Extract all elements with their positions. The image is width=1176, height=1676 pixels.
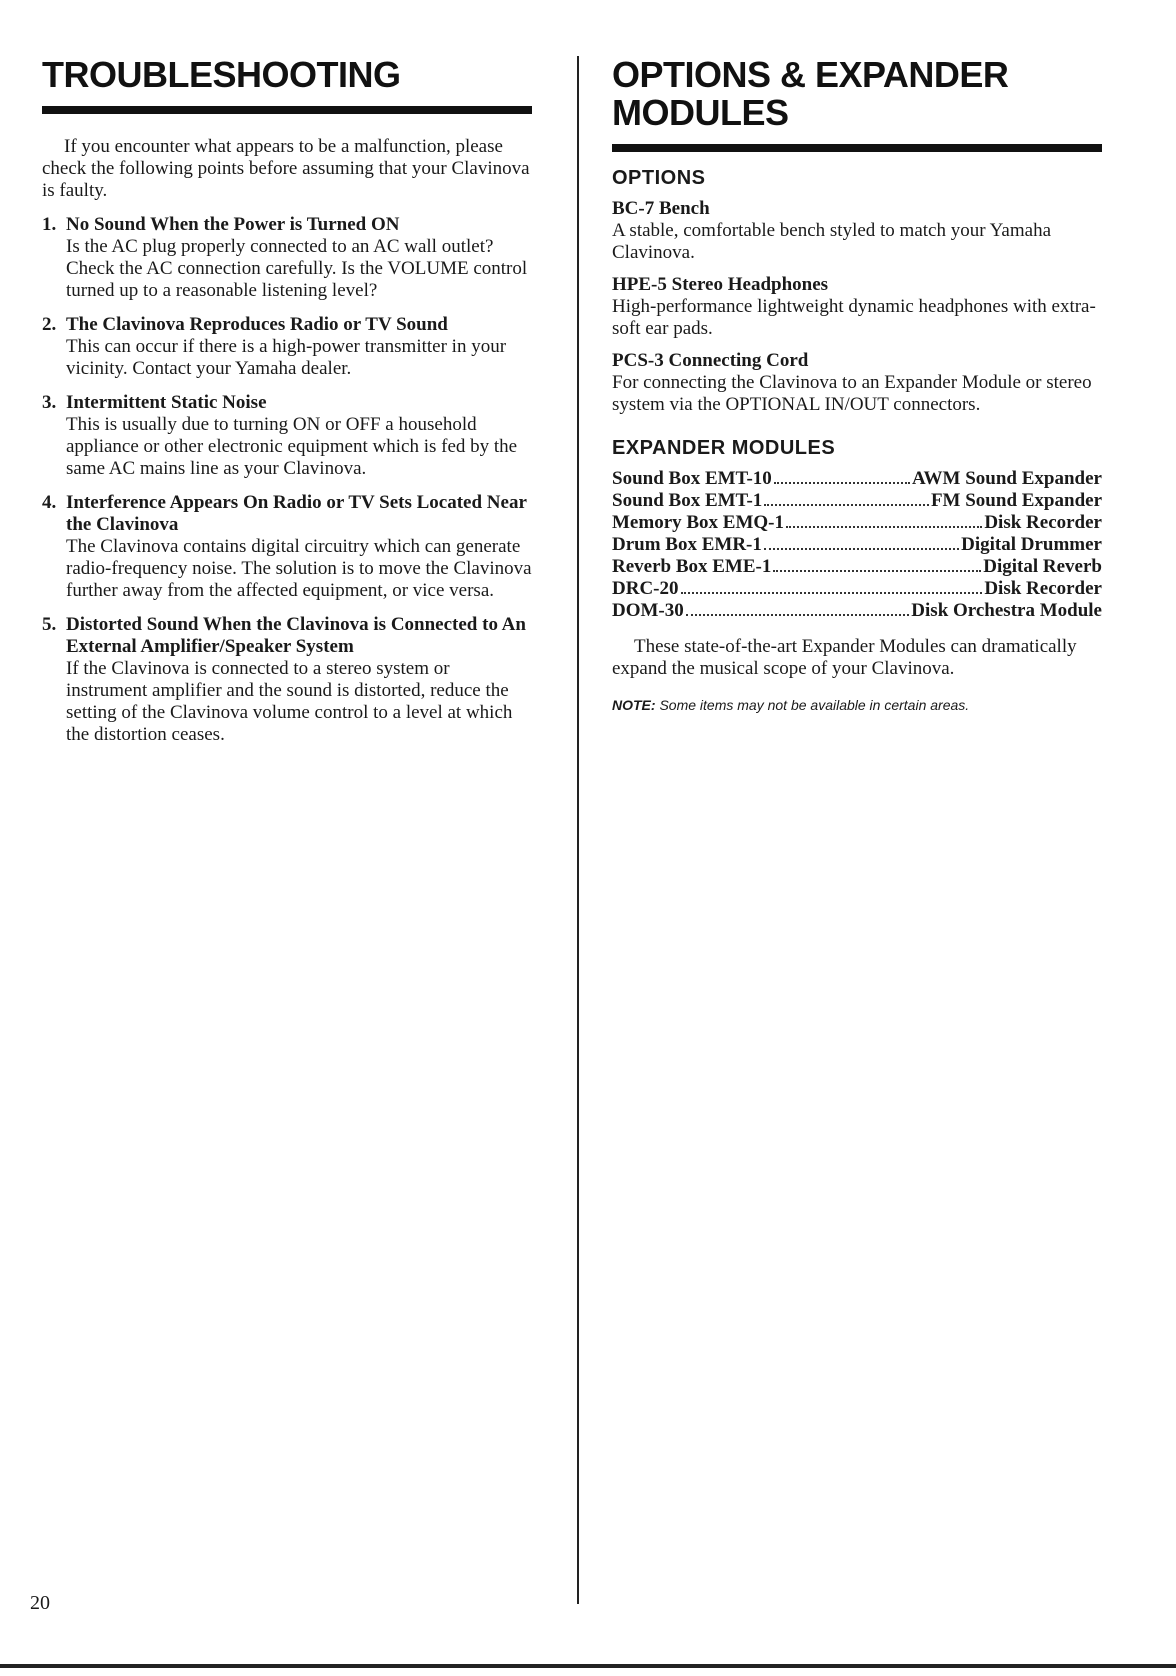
- options-subheading: OPTIONS: [612, 167, 706, 189]
- module-row: [612, 534, 1102, 556]
- module-name: Sound Box EMT-10: [612, 468, 772, 489]
- option-entry: [612, 198, 1102, 264]
- module-name: DOM-30: [612, 600, 684, 621]
- dot-leader: [764, 548, 959, 550]
- troubleshooting-item: [42, 314, 532, 380]
- item-text: This is usually due to turning ON or OFF a household appliance or other electronic equipment which is fed by the same AC mains line as your Clavinova.: [66, 414, 518, 479]
- heading-rule: [612, 144, 1102, 152]
- dot-leader: [764, 504, 929, 506]
- module-name: DRC-20: [612, 578, 679, 599]
- heading-rule: [42, 106, 532, 114]
- troubleshooting-item: [42, 392, 532, 480]
- module-description: AWM Sound Expander: [911, 468, 1102, 489]
- troubleshooting-item: [42, 492, 532, 602]
- option-text: High-performance lightweight dynamic headphones with extra-soft ear pads.: [612, 296, 1096, 339]
- item-text: The Clavinova contains digital circuitry which can generate radio-frequency noise. The solution is to move the Clavinova further away from the affected equipment, or vice versa.: [66, 536, 532, 601]
- options-column: [612, 56, 1102, 714]
- item-number: 1.: [42, 214, 57, 235]
- item-number: 4.: [42, 492, 57, 513]
- heading-line-2: MODULES: [612, 92, 789, 133]
- module-row: [612, 600, 1102, 622]
- module-description: Digital Drummer: [961, 534, 1102, 555]
- module-name: Drum Box EMR-1: [612, 534, 762, 555]
- option-text: For connecting the Clavinova to an Expander Module or stereo system via the OPTIONAL IN/OUT connectors.: [612, 372, 1092, 415]
- page-number: 20: [30, 1592, 50, 1614]
- column-divider: [577, 56, 579, 1604]
- troubleshooting-column: [42, 56, 532, 758]
- heading-line-1: OPTIONS & EXPANDER: [612, 54, 1009, 95]
- item-text: Is the AC plug properly connected to an AC wall outlet? Check the AC connection carefully. Is the VOLUME control turned up to a reasonable listening level?: [66, 236, 528, 301]
- module-row: [612, 512, 1102, 534]
- module-row: [612, 556, 1102, 578]
- page-bottom-rule: [0, 1664, 1176, 1668]
- module-name: Memory Box EMQ-1: [612, 512, 785, 533]
- expander-description: These state-of-the-art Expander Modules can dramatically expand the musical scope of your Clavinova.: [612, 636, 1077, 679]
- dot-leader: [686, 614, 910, 616]
- module-row: [612, 490, 1102, 512]
- module-name: Reverb Box EME-1: [612, 556, 772, 577]
- note-label: NOTE:: [612, 697, 656, 713]
- item-number: 2.: [42, 314, 57, 335]
- troubleshooting-item: [42, 214, 532, 302]
- module-description: Disk Recorder: [984, 578, 1102, 599]
- troubleshooting-item: [42, 614, 532, 746]
- item-title: Distorted Sound When the Clavinova is Connected to An External Amplifier/Speaker System: [66, 614, 526, 657]
- item-title: Interference Appears On Radio or TV Sets Located Near the Clavinova: [66, 492, 527, 535]
- note-text: Some items may not be available in certain areas.: [659, 697, 970, 713]
- item-number: 5.: [42, 614, 57, 635]
- troubleshooting-heading: TROUBLESHOOTING: [42, 54, 401, 95]
- option-entry: [612, 274, 1102, 340]
- module-row: [612, 578, 1102, 600]
- option-text: A stable, comfortable bench styled to match your Yamaha Clavinova.: [612, 220, 1052, 263]
- dot-leader: [786, 526, 982, 528]
- troubleshooting-intro: If you encounter what appears to be a malfunction, please check the following points before assuming that your Clavinova is faulty.: [42, 136, 530, 201]
- dot-leader: [681, 592, 983, 594]
- availability-note: [612, 696, 1102, 714]
- expander-modules-subheading: EXPANDER MODULES: [612, 437, 836, 459]
- option-entry: [612, 350, 1102, 416]
- module-description: Disk Orchestra Module: [911, 600, 1102, 621]
- item-title: No Sound When the Power is Turned ON: [66, 214, 400, 235]
- module-description: FM Sound Expander: [930, 490, 1102, 511]
- module-description: Digital Reverb: [983, 556, 1102, 577]
- module-name: Sound Box EMT-1: [612, 490, 763, 511]
- troubleshooting-list: [42, 214, 532, 746]
- module-description: Disk Recorder: [984, 512, 1102, 533]
- item-text: This can occur if there is a high-power transmitter in your vicinity. Contact your Yamaha dealer.: [66, 336, 507, 379]
- expander-module-list: [612, 468, 1102, 622]
- option-title: PCS-3 Connecting Cord: [612, 350, 809, 371]
- module-row: [612, 468, 1102, 490]
- item-title: The Clavinova Reproduces Radio or TV Sound: [66, 314, 448, 335]
- dot-leader: [773, 570, 981, 572]
- option-title: HPE-5 Stereo Headphones: [612, 274, 829, 295]
- item-title: Intermittent Static Noise: [66, 392, 267, 413]
- item-number: 3.: [42, 392, 57, 413]
- options-expander-heading: [612, 56, 1102, 132]
- option-title: BC-7 Bench: [612, 198, 710, 219]
- dot-leader: [774, 482, 910, 484]
- item-text: If the Clavinova is connected to a stereo system or instrument amplifier and the sound is distorted, reduce the setting of the Clavinova volume control to a level at which the distortion ceases.: [66, 658, 513, 745]
